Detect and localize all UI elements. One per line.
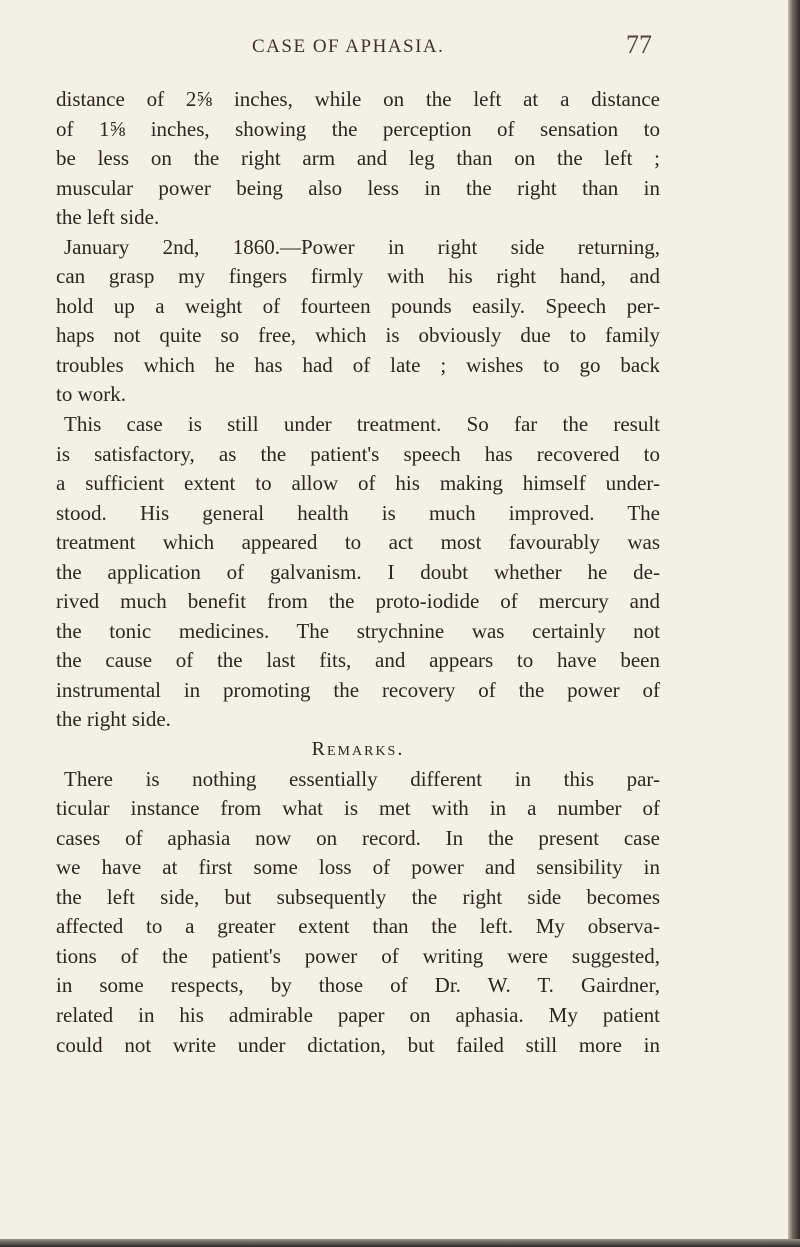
page-edge-right: [788, 0, 800, 1247]
paragraph-january: [56, 233, 660, 410]
text-line: the left side.: [56, 205, 160, 230]
body-text: [56, 85, 660, 1060]
text-line: we have at first some loss of power and sensibility in: [56, 855, 660, 880]
text-line: hold up a weight of fourteen pounds easily. Speech per-: [56, 293, 660, 318]
text-line: cases of aphasia now on record. In the present case: [56, 825, 660, 850]
text-line: related in his admirable paper on aphasia. My patient: [56, 1002, 660, 1027]
text-line: There is nothing essentially different in this par-: [64, 766, 660, 791]
text-line: distance of 2⅝ inches, while on the left at a distance: [56, 87, 660, 111]
text-line: instrumental in promoting the recovery of the power of: [56, 677, 660, 702]
text-line: stood. His general health is much improved. The: [56, 500, 660, 525]
text-line: ticular instance from what is met with in a number of: [56, 796, 660, 821]
text-line: tions of the patient's power of writing were suggested,: [56, 943, 660, 968]
running-head: [0, 30, 800, 76]
text-line: be less on the right arm and leg than on the left ;: [56, 146, 660, 171]
running-title: CASE OF APHASIA.: [252, 36, 445, 57]
section-heading: Remarks.: [311, 738, 405, 761]
paragraph-treatment: [56, 410, 660, 735]
text-line: treatment which appeared to act most favourably was: [56, 530, 660, 555]
text-line: haps not quite so free, which is obviously due to family: [56, 323, 660, 348]
text-line: January 2nd, 1860.—Power in right side returning,: [64, 234, 660, 259]
text-line: the left side, but subsequently the right side becomes: [56, 884, 660, 909]
text-line: the right side.: [56, 707, 171, 732]
page-number: 77: [626, 30, 652, 59]
text-line: the cause of the last fits, and appears to have been: [56, 648, 660, 673]
text-line: in some respects, by those of Dr. W. T. Gairdner,: [56, 973, 660, 998]
text-line: muscular power being also less in the right than in: [56, 175, 660, 200]
text-line: a sufficient extent to allow of his making himself under-: [56, 471, 660, 496]
text-line: could not write under dictation, but failed still more in: [56, 1032, 660, 1057]
paragraph-remarks: [56, 765, 660, 1060]
page-edge-bottom: [0, 1239, 800, 1247]
text-line: the tonic medicines. The strychnine was certainly not: [56, 618, 660, 643]
text-line: the application of galvanism. I doubt whether he de-: [56, 559, 660, 584]
text-line: to work.: [56, 382, 126, 407]
text-line: This case is still under treatment. So far the result: [64, 412, 660, 437]
text-line: troubles which he has had of late ; wishes to go back: [56, 352, 660, 377]
paragraph-sensation: [56, 85, 660, 233]
text-line: can grasp my fingers firmly with his right hand, and: [56, 264, 660, 289]
text-line: rived much benefit from the proto-iodide of mercury and: [56, 589, 660, 614]
text-line: affected to a greater extent than the left. My observa-: [56, 914, 660, 939]
text-line: of 1⅝ inches, showing the perception of sensation to: [56, 116, 660, 141]
text-line: is satisfactory, as the patient's speech has recovered to: [56, 441, 660, 466]
